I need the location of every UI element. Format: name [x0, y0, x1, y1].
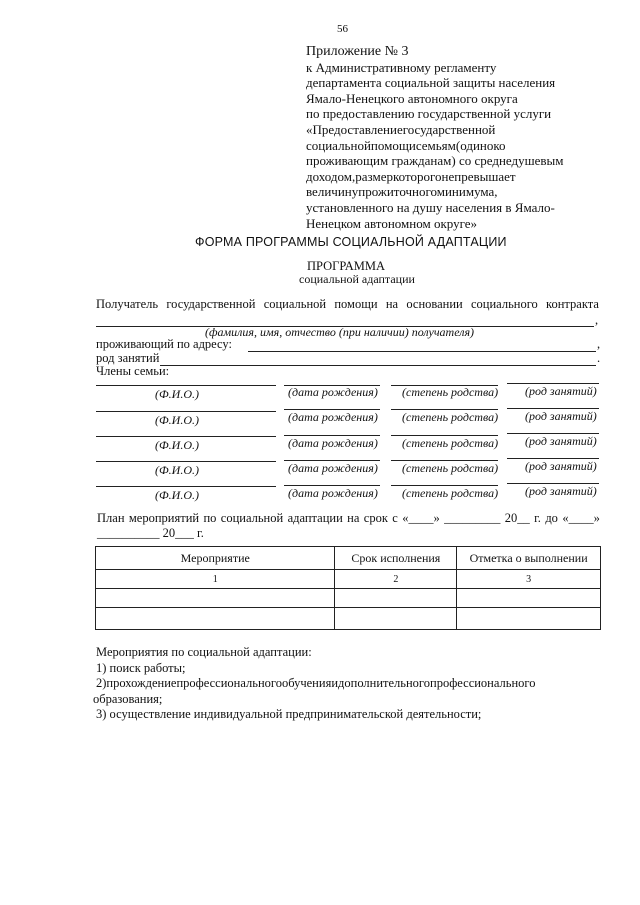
list-item: 1) поиск работы; — [96, 660, 186, 675]
appendix-line: величинупрожиточногоминимума, — [306, 184, 498, 200]
name-line[interactable] — [96, 486, 276, 487]
plan-period: План мероприятий по социальной адаптации на срок с «____» _________ 20__ г. до «____» — [97, 511, 600, 525]
address-line[interactable] — [248, 351, 596, 352]
address-label: проживающий по адресу: — [96, 337, 232, 351]
name-hint: (Ф.И.О.) — [155, 463, 199, 477]
appendix-line: доходом,размеркоторогонепревышает — [306, 168, 516, 184]
occupation-hint: (род занятий) — [525, 459, 597, 473]
measures-title: Мероприятия по социальной адаптации: — [96, 645, 312, 659]
list-item: 2)прохождениепрофессиональногообученияидополнительногопрофессионального — [96, 676, 536, 690]
column-number: 3 — [457, 570, 601, 589]
name-hint: (Ф.И.О.) — [155, 413, 199, 427]
appendix-line: Ямало-Ненецкого автономного округа — [306, 90, 518, 106]
table-cell[interactable] — [335, 589, 457, 608]
table-cell[interactable] — [457, 589, 601, 608]
recipient-name-hint: (фамилия, имя, отчество (при наличии) получателя) — [205, 325, 475, 339]
appendix-line: департамента социальной защиты населения — [306, 75, 556, 91]
name-line[interactable] — [96, 385, 276, 386]
header-deadline: Срок исполнения — [335, 547, 457, 570]
appendix-line: по предоставлению государственной услуги — [306, 106, 552, 122]
relation-hint: (степень родства) — [402, 486, 499, 500]
table-cell[interactable] — [457, 608, 601, 630]
birth-hint: (дата рождения) — [288, 486, 378, 500]
occupation-hint: (род занятий) — [525, 484, 597, 498]
name-line[interactable] — [96, 461, 276, 462]
appendix-number: Приложение № 3 — [306, 44, 409, 59]
list-item: 3) осуществление индивидуальной предпринимательской деятельности; — [96, 707, 482, 721]
header-activity: Мероприятие — [96, 547, 335, 570]
header-completion: Отметка о выполнении — [457, 547, 601, 570]
relation-hint: (степень родства) — [402, 461, 499, 475]
form-title: ФОРМА ПРОГРАММЫ СОЦИАЛЬНОЙ АДАПТАЦИИ — [195, 235, 507, 249]
relation-hint: (степень родства) — [402, 436, 499, 450]
name-line[interactable] — [96, 411, 276, 412]
measures-list — [93, 645, 604, 723]
family-label: Члены семьи: — [96, 364, 170, 378]
appendix-line: социальнойпомощисемьям(одиноко — [306, 137, 506, 153]
appendix-line: к Административному регламенту — [306, 59, 497, 75]
birth-hint: (дата рождения) — [288, 410, 378, 424]
relation-hint: (степень родства) — [402, 410, 499, 424]
birth-hint: (дата рождения) — [288, 385, 378, 399]
name-hint: (Ф.И.О.) — [155, 438, 199, 452]
occupation-line[interactable] — [160, 365, 596, 366]
plan-table — [95, 546, 601, 630]
table-row — [96, 589, 601, 608]
appendix-line: «Предоставлениегосударственной — [306, 121, 496, 137]
program-subtitle: социальной адаптации — [299, 272, 415, 286]
list-item-continuation: образования; — [93, 691, 163, 706]
plan-period-end: __________ 20___ г. — [97, 526, 204, 540]
table-row — [96, 608, 601, 630]
recipient-statement: Получатель государственной социальной помощи на основании социального контракта — [96, 297, 599, 311]
table-cell[interactable] — [96, 589, 335, 608]
table-header-row — [96, 547, 601, 570]
name-hint: (Ф.И.О.) — [155, 387, 199, 401]
table-number-row — [96, 570, 601, 589]
appendix-line: установленного на душу населения в Ямало- — [306, 199, 555, 215]
comma: , — [597, 337, 601, 351]
comma: , — [595, 313, 599, 327]
name-line[interactable] — [96, 436, 276, 437]
column-number: 2 — [335, 570, 457, 589]
occupation-hint: (род занятий) — [525, 384, 597, 398]
column-number: 1 — [96, 570, 335, 589]
appendix-header — [306, 44, 598, 231]
occupation-label: род занятий — [96, 351, 160, 365]
period: . — [597, 351, 601, 365]
appendix-line: проживающим гражданам) со среднедушевым — [306, 153, 564, 169]
relation-hint: (степень родства) — [402, 385, 499, 399]
occupation-hint: (род занятий) — [525, 409, 597, 423]
program-title: ПРОГРАММА — [307, 259, 386, 273]
birth-hint: (дата рождения) — [288, 436, 378, 450]
birth-hint: (дата рождения) — [288, 461, 378, 475]
table-cell[interactable] — [96, 608, 335, 630]
table-cell[interactable] — [335, 608, 457, 630]
name-hint: (Ф.И.О.) — [155, 488, 199, 502]
page-number: 56 — [337, 23, 348, 35]
occupation-hint: (род занятий) — [525, 434, 597, 448]
appendix-line: Ненецком автономном округе» — [306, 215, 478, 231]
